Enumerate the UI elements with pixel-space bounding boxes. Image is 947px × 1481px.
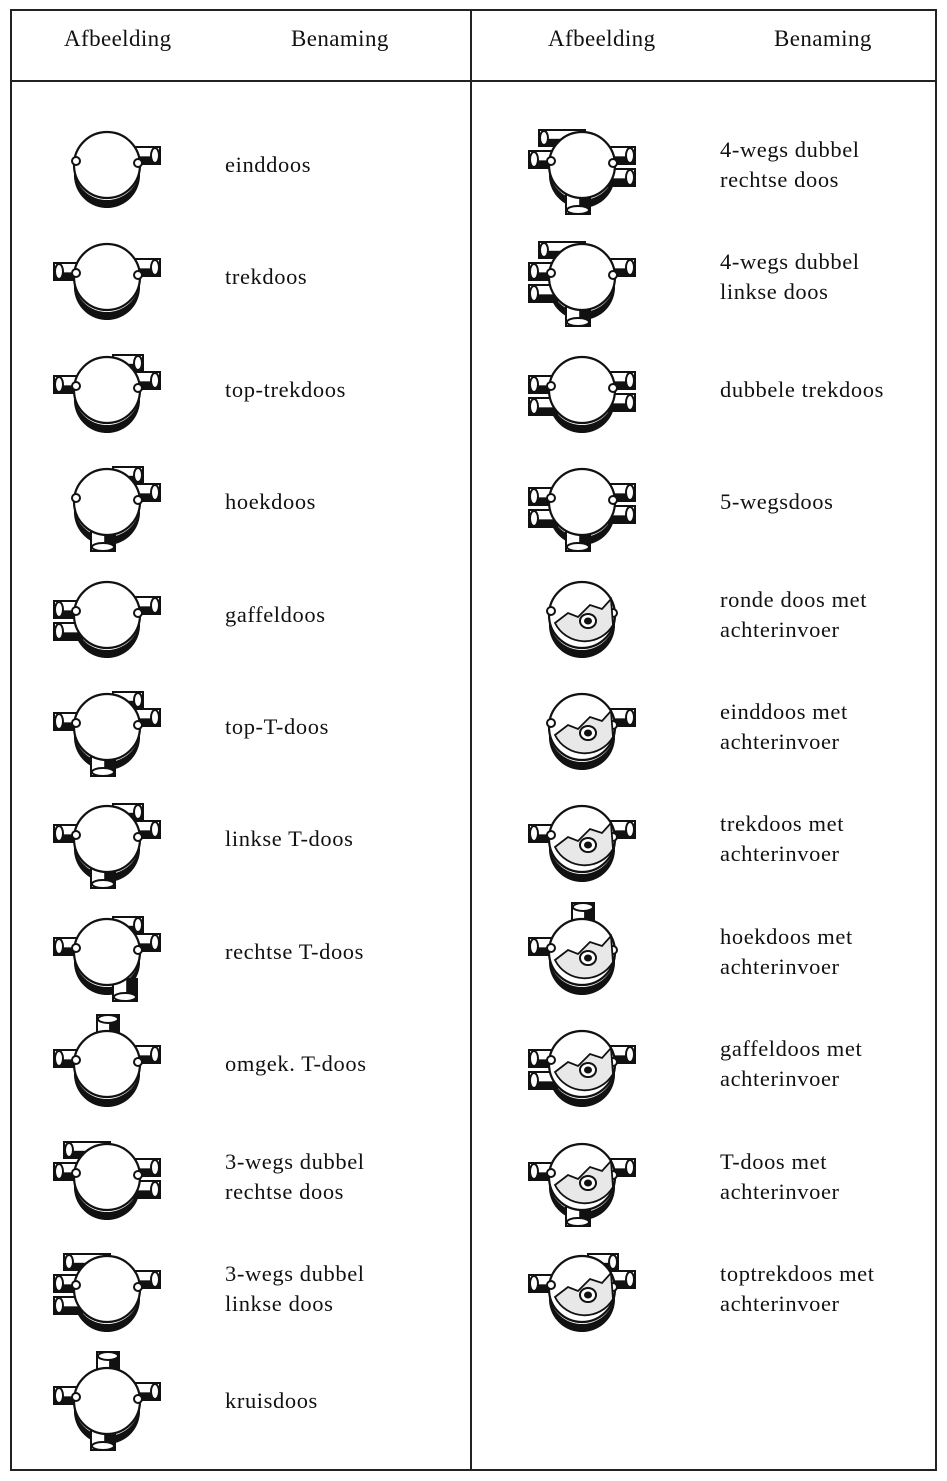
5-wegsdoos-icon: [520, 452, 650, 552]
list-item: [720, 1127, 930, 1227]
header-benaming-right: Benaming: [774, 26, 872, 51]
box-name-line: achterinvoer: [720, 1178, 840, 1204]
box-name-line: hoekdoos: [225, 489, 317, 515]
box-name: [225, 1259, 365, 1319]
box-name-line: omgek. T-doos: [225, 1051, 367, 1077]
box-name: [225, 824, 353, 854]
box-name-line: T-doos met: [720, 1148, 828, 1174]
list-item: [720, 227, 930, 327]
box-name-line: top-T-doos: [225, 714, 329, 739]
box-name-line: 4-wegs dubbel: [720, 249, 860, 275]
box-name-line: achterinvoer: [720, 616, 840, 642]
box-name-line: trekdoos: [225, 264, 308, 290]
hoekdoos-met-achterinvoer-icon: [520, 902, 650, 1002]
box-name-line: achterinvoer: [720, 1066, 840, 1092]
box-name-line: hoekdoos met: [720, 923, 853, 949]
box-name: [720, 1147, 840, 1207]
box-name: [720, 1259, 875, 1319]
list-item: [225, 1239, 465, 1339]
box-name-line: gaffeldoos met: [720, 1036, 863, 1062]
box-name: [720, 135, 860, 195]
einddoos-icon: [45, 115, 175, 215]
box-name: [225, 937, 364, 967]
box-name: [225, 262, 307, 292]
column-divider: [470, 9, 472, 1471]
omgek-t-doos-icon: [45, 1014, 175, 1114]
list-item: [225, 340, 465, 440]
ronde-doos-met-achterinvoer-icon: [520, 565, 650, 665]
3-wegs-dubbel-rechtse-doos-icon: [45, 1127, 175, 1227]
list-item: [720, 789, 930, 889]
box-name-line: einddoos met: [720, 699, 848, 724]
toptrekdoos-met-achterinvoer-icon: [520, 1239, 650, 1339]
box-name-line: achterinvoer: [720, 953, 840, 979]
box-name: [720, 697, 848, 757]
trekdoos-icon: [45, 227, 175, 327]
linkse-t-doos-icon: [45, 789, 175, 889]
box-name-line: achterinvoer: [720, 841, 840, 867]
box-name-line: rechtse T-doos: [225, 938, 365, 964]
top-trekdoos-icon: [45, 340, 175, 440]
einddoos-met-achterinvoer-icon: [520, 677, 650, 777]
list-item: [225, 677, 465, 777]
rechtse-t-doos-icon: [45, 902, 175, 1002]
list-item: [225, 452, 465, 552]
box-name: [720, 1034, 862, 1094]
box-name: [225, 1386, 318, 1416]
hoekdoos-icon: [45, 452, 175, 552]
box-name-line: rechtse doos: [225, 1178, 345, 1204]
box-name-line: achterinvoer: [720, 729, 840, 754]
list-item: [720, 115, 930, 215]
list-item: [225, 1014, 465, 1114]
box-name-line: 5-wegsdoos: [720, 489, 834, 515]
box-name: [225, 150, 311, 180]
box-name-line: trekdoos met: [720, 811, 845, 837]
list-item: [225, 227, 465, 327]
4-wegs-dubbel-rechtse-doos-icon: [520, 115, 650, 215]
4-wegs-dubbel-linkse-doos-icon: [520, 227, 650, 327]
list-item: [225, 115, 465, 215]
box-name-line: 3-wegs dubbel: [225, 1261, 365, 1286]
list-item: [720, 902, 930, 1002]
box-name-line: top-trekdoos: [225, 376, 346, 402]
top-t-doos-icon: [45, 677, 175, 777]
list-item: [720, 565, 930, 665]
trekdoos-met-achterinvoer-icon: [520, 789, 650, 889]
list-item: [225, 1351, 465, 1451]
list-item: [720, 1239, 930, 1339]
box-name: [720, 375, 884, 405]
list-item: [225, 1127, 465, 1227]
list-item: [720, 677, 930, 777]
box-name-line: toptrekdoos met: [720, 1261, 875, 1286]
box-name-line: linkse doos: [225, 1291, 334, 1316]
box-name-line: dubbele trekdoos: [720, 376, 884, 402]
box-name-line: ronde doos met: [720, 586, 868, 612]
box-name: [720, 922, 853, 982]
header-afbeelding-left: Afbeelding: [64, 26, 172, 51]
3-wegs-dubbel-linkse-doos-icon: [45, 1239, 175, 1339]
t-doos-met-achterinvoer-icon: [520, 1127, 650, 1227]
box-name-line: linkse T-doos: [225, 826, 354, 852]
list-item: [225, 565, 465, 665]
box-name: [720, 247, 860, 307]
box-name-line: achterinvoer: [720, 1291, 840, 1316]
kruisdoos-icon: [45, 1351, 175, 1451]
box-name-line: 3-wegs dubbel: [225, 1148, 365, 1174]
gaffeldoos-icon: [45, 565, 175, 665]
box-name: [720, 487, 834, 517]
header-benaming-left: Benaming: [291, 26, 389, 51]
box-name: [225, 375, 346, 405]
box-name: [225, 712, 329, 742]
dubbele-trekdoos-icon: [520, 340, 650, 440]
list-item: [720, 452, 930, 552]
box-name-line: rechtse doos: [720, 167, 840, 192]
box-name-line: gaffeldoos: [225, 601, 326, 627]
box-name-line: einddoos: [225, 152, 312, 177]
box-name: [720, 585, 867, 645]
gaffeldoos-met-achterinvoer-icon: [520, 1014, 650, 1114]
header-divider: [10, 80, 937, 82]
list-item: [720, 1014, 930, 1114]
box-name-line: linkse doos: [720, 279, 829, 305]
box-name-line: kruisdoos: [225, 1388, 318, 1414]
header-afbeelding-right: Afbeelding: [548, 26, 656, 51]
box-name: [720, 809, 844, 869]
box-name: [225, 1049, 367, 1079]
box-name: [225, 1147, 365, 1207]
list-item: [720, 340, 930, 440]
box-name: [225, 487, 316, 517]
box-name-line: 4-wegs dubbel: [720, 137, 860, 162]
list-item: [225, 789, 465, 889]
box-name: [225, 600, 326, 630]
list-item: [225, 902, 465, 1002]
